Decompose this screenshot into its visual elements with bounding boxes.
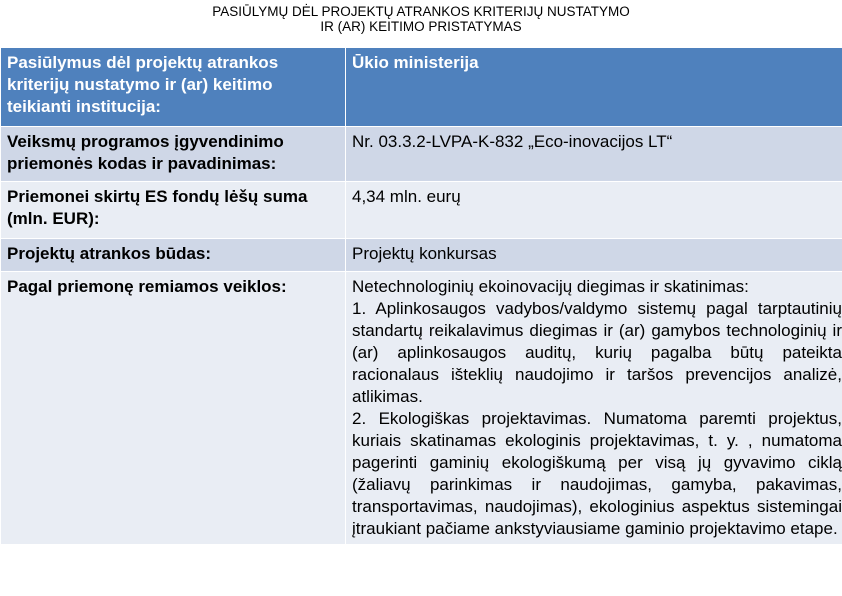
selection-value: Projektų konkursas xyxy=(346,239,842,272)
activities-item-1: 1. Aplinkosaugos vadybos/valdymo sistemų pagal tarptautinių standartų reikalavimus diegimas ir (ar) gamybos technologinių ir (ar) aplinkosaugos auditų, kurių pagalba būtų pateikta racionalaus išteklių naudojimo ir taršos prevencijos analizė, atlikimas. xyxy=(352,299,842,406)
title-line-1: PASIŪLYMŲ DĖL PROJEKTŲ ATRANKOS KRITERIJŲ NUSTATYMO xyxy=(212,4,630,19)
criteria-table xyxy=(0,47,842,545)
table-row-activities xyxy=(1,272,842,545)
activities-label: Pagal priemonę remiamos veiklos: xyxy=(1,272,346,545)
funds-value: 4,34 mln. eurų xyxy=(346,182,842,239)
activities-item-2: 2. Ekologiškas projektavimas. Numatoma paremti projektus, kuriais skatinamas ekologinis projektavimas, t. y. , numatoma pagerinti gaminių ekologiškumą per visą jų gyvavimo ciklą (žaliavų parinkimas ir naudojimas, gamyba, pakavimas, transportavimas, naudojimas), ekologinius aspektus sistemingai įtraukiant pačiame ankstyviausiame gaminio projektavimo etape. xyxy=(352,409,842,538)
title-line-2: IR (AR) KEITIMO PRISTATYMAS xyxy=(320,19,522,34)
table-row-selection xyxy=(1,239,842,272)
measure-value: Nr. 03.3.2-LVPA-K-832 „Eco-inovacijos LT“ xyxy=(346,127,842,182)
institution-label: Pasiūlymus dėl projektų atrankos kriterijų nustatymo ir (ar) keitimo teikianti institucija: xyxy=(1,48,346,127)
document-title xyxy=(0,4,842,34)
table-row-institution xyxy=(1,48,842,127)
activities-intro: Netechnologinių ekoinovacijų diegimas ir skatinimas: xyxy=(352,277,749,296)
selection-label: Projektų atrankos būdas: xyxy=(1,239,346,272)
table-row-funds xyxy=(1,182,842,239)
table-row-measure xyxy=(1,127,842,182)
activities-value xyxy=(346,272,842,545)
measure-label: Veiksmų programos įgyvendinimo priemonės kodas ir pavadinimas: xyxy=(1,127,346,182)
funds-label: Priemonei skirtų ES fondų lėšų suma (mln. EUR): xyxy=(1,182,346,239)
institution-value: Ūkio ministerija xyxy=(346,48,842,127)
